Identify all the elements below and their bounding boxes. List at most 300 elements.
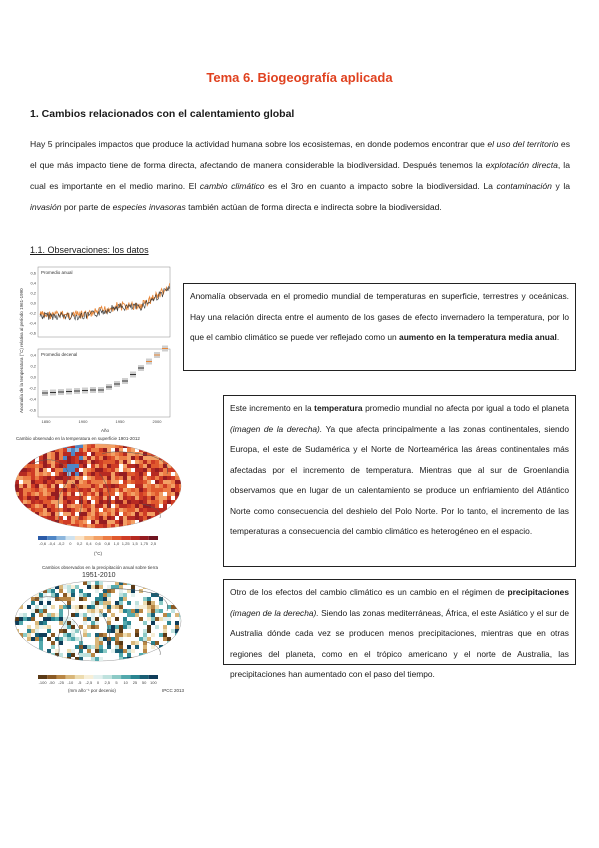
map-cell (123, 508, 127, 512)
map-cell (87, 468, 91, 472)
map-cell (47, 508, 51, 512)
map-cell (67, 464, 71, 468)
map-cell (63, 593, 67, 597)
map-cell (179, 516, 183, 520)
map-cell (23, 520, 27, 524)
map-cell (67, 637, 71, 641)
map-cell (27, 633, 31, 637)
map-cell (95, 625, 99, 629)
map-cell (55, 468, 59, 472)
map-cell (71, 585, 75, 589)
map-cell (115, 512, 119, 516)
scale-swatch (121, 675, 130, 679)
map-cell (119, 625, 123, 629)
map-cell (91, 448, 95, 452)
map-cell (159, 484, 163, 488)
map-cell (131, 480, 135, 484)
scale-label: -2,5 (85, 680, 93, 685)
map-cell (107, 597, 111, 601)
map-cell (103, 516, 107, 520)
map-cell (159, 460, 163, 464)
map-cell (59, 589, 63, 593)
map-cell (67, 496, 71, 500)
map-cell (139, 617, 143, 621)
map-cell (95, 488, 99, 492)
map-cell (19, 488, 23, 492)
map-cell (163, 448, 167, 452)
map-cell (83, 512, 87, 516)
map-cell (139, 524, 143, 528)
map-cell (159, 520, 163, 524)
map-cell (71, 589, 75, 593)
map-cell (87, 504, 91, 508)
map-cell (59, 508, 63, 512)
map-cell (131, 456, 135, 460)
map-cell (167, 520, 171, 524)
map-cell (111, 468, 115, 472)
map-cell (147, 609, 151, 613)
map-cell (147, 512, 151, 516)
map-cell (123, 633, 127, 637)
map-cell (159, 597, 163, 601)
map-cell (95, 589, 99, 593)
map-cell (135, 452, 139, 456)
map-cell (19, 508, 23, 512)
map-cell (71, 593, 75, 597)
scale-swatch (56, 536, 65, 540)
map-cell (99, 500, 103, 504)
map-cell (47, 657, 51, 661)
map-cell (159, 657, 163, 661)
map-cell (107, 448, 111, 452)
map-cell (99, 581, 103, 585)
scale-swatch (66, 675, 75, 679)
map-cell (167, 581, 171, 585)
map-cell (143, 488, 147, 492)
map-cell (59, 500, 63, 504)
map-cell (115, 601, 119, 605)
map-cell (95, 617, 99, 621)
map-cell (119, 657, 123, 661)
map-cell (27, 585, 31, 589)
map-cell (87, 524, 91, 528)
map-cell (23, 456, 27, 460)
map-cell (83, 629, 87, 633)
map-cell (99, 633, 103, 637)
map-cell (147, 444, 151, 448)
map-cell (135, 496, 139, 500)
map-cell (55, 464, 59, 468)
map-cell (95, 657, 99, 661)
map-cell (175, 480, 179, 484)
map-cell (47, 597, 51, 601)
map-cell (39, 448, 43, 452)
map-cell (87, 448, 91, 452)
map-cell (103, 460, 107, 464)
map-cell (123, 500, 127, 504)
map-cell (143, 645, 147, 649)
map-cell (171, 597, 175, 601)
map-cell (51, 585, 55, 589)
map-cell (23, 500, 27, 504)
map-cell (147, 524, 151, 528)
map-cell (55, 484, 59, 488)
map-cell (87, 456, 91, 460)
map-cell (47, 617, 51, 621)
map-cell (27, 516, 31, 520)
map-cell (99, 460, 103, 464)
map-cell (19, 448, 23, 452)
map-cell (163, 484, 167, 488)
map-cell (111, 472, 115, 476)
map-cell (143, 448, 147, 452)
map-cell (115, 476, 119, 480)
map-cell (59, 585, 63, 589)
map-cell (19, 645, 23, 649)
map-cell (159, 480, 163, 484)
map-cell (147, 605, 151, 609)
map-cell (167, 496, 171, 500)
map-cell (107, 585, 111, 589)
precip-map-unit: (mm año⁻¹ por decenio) (68, 688, 116, 693)
map-cell (111, 488, 115, 492)
map-cell (19, 524, 23, 528)
map-cell (47, 512, 51, 516)
map-cell (91, 452, 95, 456)
map-cell (35, 629, 39, 633)
map-cell (147, 448, 151, 452)
map-cell (127, 448, 131, 452)
map-cell (159, 444, 163, 448)
map-cell (107, 476, 111, 480)
map-cell (43, 476, 47, 480)
map-cell (143, 476, 147, 480)
map-cell (63, 512, 67, 516)
map-cell (39, 484, 43, 488)
map-cell (23, 444, 27, 448)
map-cell (171, 448, 175, 452)
map-cell (19, 516, 23, 520)
map-cell (155, 641, 159, 645)
map-cell (107, 524, 111, 528)
map-cell (15, 508, 19, 512)
map-cell (103, 605, 107, 609)
map-cell (39, 621, 43, 625)
map-cell (135, 476, 139, 480)
map-cell (155, 625, 159, 629)
map-cell (115, 464, 119, 468)
map-cell (171, 512, 175, 516)
map-cell (23, 476, 27, 480)
map-cell (127, 625, 131, 629)
map-cell (91, 492, 95, 496)
map-cell (103, 508, 107, 512)
map-cell (43, 448, 47, 452)
map-cell (23, 508, 27, 512)
map-cell (139, 460, 143, 464)
scale-label: -0,2 (57, 541, 65, 546)
map-cell (99, 641, 103, 645)
map-cell (103, 597, 107, 601)
map-cell (31, 609, 35, 613)
map-cell (175, 625, 179, 629)
map-cell (151, 484, 155, 488)
map-cell (171, 524, 175, 528)
map-cell (51, 581, 55, 585)
map-cell (43, 520, 47, 524)
map-cell (79, 500, 83, 504)
map-cell (115, 605, 119, 609)
map-cell (91, 480, 95, 484)
map-cell (63, 625, 67, 629)
map-cell (167, 488, 171, 492)
map-cell (31, 448, 35, 452)
map-cell (91, 488, 95, 492)
map-cell (27, 629, 31, 633)
map-cell (151, 520, 155, 524)
map-cell (67, 653, 71, 657)
map-cell (131, 593, 135, 597)
map-cell (119, 476, 123, 480)
map-cell (143, 520, 147, 524)
map-cell (79, 520, 83, 524)
ytick-b: 0,0 (30, 374, 36, 380)
map-cell (163, 444, 167, 448)
map-cell (67, 520, 71, 524)
map-cell (127, 504, 131, 508)
map-cell (127, 508, 131, 512)
map-cell (127, 476, 131, 480)
map-cell (99, 657, 103, 661)
map-cell (39, 633, 43, 637)
map-cell (167, 524, 171, 528)
map-cell (107, 464, 111, 468)
map-cell (51, 496, 55, 500)
map-cell (43, 460, 47, 464)
map-cell (27, 605, 31, 609)
map-cell (71, 464, 75, 468)
map-cell (35, 637, 39, 641)
map-cell (107, 508, 111, 512)
map-cell (15, 504, 19, 508)
scale-swatch (84, 536, 93, 540)
map-cell (31, 464, 35, 468)
map-cell (103, 500, 107, 504)
map-cell (99, 496, 103, 500)
map-cell (135, 516, 139, 520)
map-cell (147, 653, 151, 657)
map-cell (63, 476, 67, 480)
map-cell (135, 581, 139, 585)
map-cell (115, 500, 119, 504)
map-cell (91, 605, 95, 609)
map-cell (27, 488, 31, 492)
map-cell (31, 601, 35, 605)
map-cell (99, 448, 103, 452)
map-cell (123, 452, 127, 456)
map-cell (147, 456, 151, 460)
map-cell (75, 472, 79, 476)
map-cell (167, 657, 171, 661)
map-cell (55, 444, 59, 448)
map-cell (151, 472, 155, 476)
map-cell (51, 613, 55, 617)
map-cell (167, 649, 171, 653)
map-cell (27, 484, 31, 488)
map-cell (151, 448, 155, 452)
map-cell (59, 524, 63, 528)
map-cell (83, 480, 87, 484)
scale-label: -0,4 (48, 541, 56, 546)
map-cell (139, 637, 143, 641)
map-cell (47, 504, 51, 508)
map-cell (91, 625, 95, 629)
map-cell (55, 476, 59, 480)
map-cell (35, 480, 39, 484)
map-cell (95, 605, 99, 609)
map-cell (79, 613, 83, 617)
map-cell (115, 641, 119, 645)
map-cell (91, 508, 95, 512)
map-cell (67, 516, 71, 520)
map-cell (171, 484, 175, 488)
map-cell (135, 492, 139, 496)
map-cell (31, 613, 35, 617)
map-cell (15, 512, 19, 516)
map-cell (127, 613, 131, 617)
map-cell (127, 601, 131, 605)
map-cell (87, 500, 91, 504)
map-cell (27, 649, 31, 653)
map-cell (75, 613, 79, 617)
scale-swatch (75, 675, 84, 679)
map-cell (95, 516, 99, 520)
map-cell (131, 500, 135, 504)
map-cell (163, 452, 167, 456)
map-cell (115, 480, 119, 484)
scale-label: -50 (48, 680, 55, 685)
map-cell (87, 512, 91, 516)
scale-label: 50 (141, 680, 147, 685)
map-cell (103, 488, 107, 492)
map-cell (23, 496, 27, 500)
map-cell (111, 629, 115, 633)
map-cell (59, 605, 63, 609)
map-cell (171, 589, 175, 593)
map-cell (59, 621, 63, 625)
map-cell (55, 472, 59, 476)
map-cell (159, 468, 163, 472)
map-cell (79, 480, 83, 484)
map-cell (135, 512, 139, 516)
map-cell (95, 520, 99, 524)
map-cell (27, 480, 31, 484)
map-cell (47, 460, 51, 464)
map-cell (95, 464, 99, 468)
map-cell (163, 504, 167, 508)
map-cell (147, 496, 151, 500)
map-cell (135, 456, 139, 460)
map-cell (159, 524, 163, 528)
map-cell (167, 476, 171, 480)
map-cell (119, 524, 123, 528)
map-cell (95, 621, 99, 625)
scale-label: 1,0 (113, 541, 120, 546)
map-cell (119, 609, 123, 613)
precip-map-period: 1951-2010 (82, 572, 116, 579)
map-cell (167, 452, 171, 456)
map-cell (27, 637, 31, 641)
map-cell (131, 613, 135, 617)
map-cell (43, 456, 47, 460)
temperature-anomaly-figure (16, 263, 176, 435)
map-cell (179, 452, 183, 456)
map-cell (171, 629, 175, 633)
map-cell (99, 484, 103, 488)
map-cell (143, 657, 147, 661)
map-cell (131, 464, 135, 468)
map-cell (139, 492, 143, 496)
map-cell (99, 649, 103, 653)
map-cell (75, 460, 79, 464)
map-cell (143, 460, 147, 464)
map-cell (103, 464, 107, 468)
subsection-heading: 1.1. Observaciones: los datos (30, 245, 149, 255)
ytick-b: -0,4 (29, 396, 36, 402)
ytick-a: -0,4 (29, 320, 36, 326)
map-cell (91, 504, 95, 508)
map-cell (135, 500, 139, 504)
map-cell (99, 637, 103, 641)
scale-label: -10 (67, 680, 74, 685)
map-cell (107, 480, 111, 484)
map-cell (111, 589, 115, 593)
map-cell (151, 601, 155, 605)
anomaly-ylabel: Anomalía de la temperatura (°C) relativa al período 1961-1990 (19, 288, 24, 413)
map-cell (163, 480, 167, 484)
map-cell (127, 480, 131, 484)
map-cell (71, 629, 75, 633)
map-cell (71, 476, 75, 480)
map-cell (91, 464, 95, 468)
map-cell (139, 609, 143, 613)
map-cell (67, 633, 71, 637)
map-cell (59, 581, 63, 585)
map-cell (39, 653, 43, 657)
map-cell (147, 464, 151, 468)
map-cell (107, 472, 111, 476)
map-cell (119, 520, 123, 524)
map-cell (135, 645, 139, 649)
map-cell (35, 508, 39, 512)
map-cell (131, 508, 135, 512)
map-cell (135, 484, 139, 488)
map-cell (51, 516, 55, 520)
map-cell (119, 597, 123, 601)
map-cell (175, 468, 179, 472)
scale-label: 2,5 (150, 541, 157, 546)
scale-swatch (38, 675, 47, 679)
map-cell (79, 448, 83, 452)
map-cell (91, 657, 95, 661)
map-cell (95, 633, 99, 637)
map-cell (131, 649, 135, 653)
map-cell (35, 464, 39, 468)
map-cell (139, 508, 143, 512)
map-cell (115, 504, 119, 508)
map-cell (159, 472, 163, 476)
map-cell (139, 504, 143, 508)
